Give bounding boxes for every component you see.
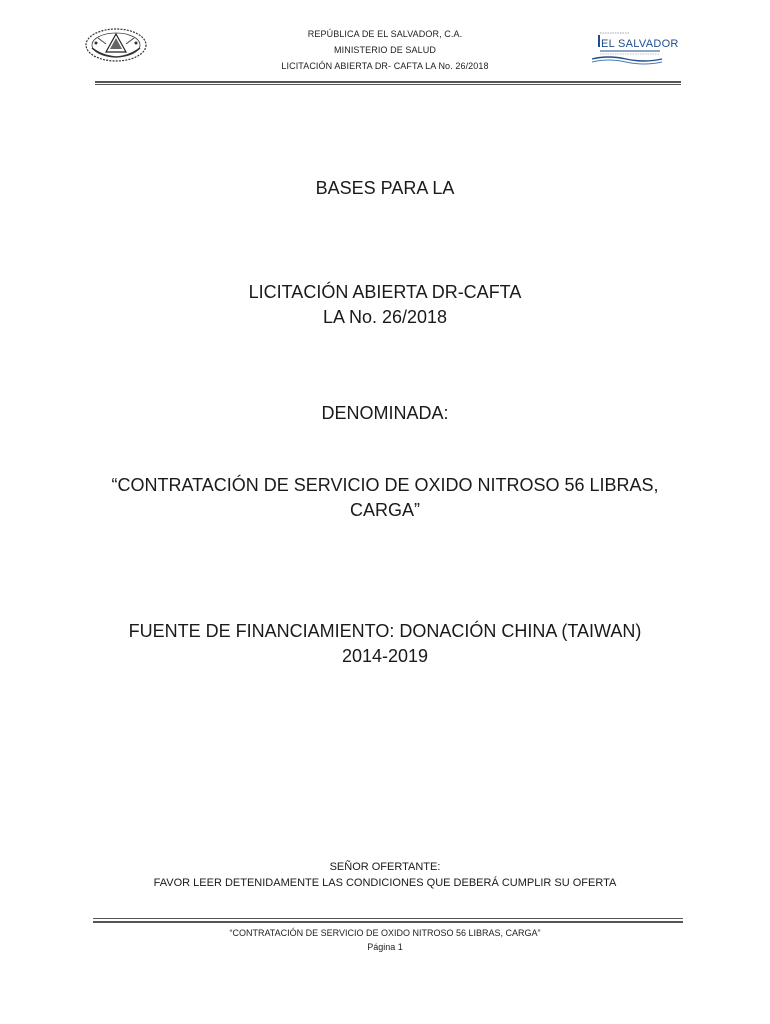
header-ministry: MINISTERIO DE SALUD: [334, 45, 436, 55]
bidder-notice-line2: FAVOR LEER DETENIDAMENTE LAS CONDICIONES QUE DEBERÁ CUMPLIR SU OFERTA: [153, 877, 617, 889]
footer-rule-thin: [93, 918, 683, 919]
bidder-notice-line1: SEÑOR OFERTANTE:: [329, 861, 441, 873]
title-fuente-line2: 2014-2019: [341, 646, 429, 666]
header-rule-thin: [95, 84, 681, 85]
title-servicio: [0, 473, 770, 523]
title-licitacion: [0, 280, 770, 330]
title-servicio-line1: “CONTRATACIÓN DE SERVICIO DE OXIDO NITROSO 56 LIBRAS,: [111, 475, 659, 495]
title-licitacion-line1: LICITACIÓN ABIERTA DR-CAFTA: [248, 282, 522, 302]
title-licitacion-line2: LA No. 26/2018: [322, 307, 448, 327]
el-salvador-logo-icon: [590, 28, 679, 66]
title-denominada: DENOMINADA:: [321, 403, 449, 423]
header-rule: [95, 81, 681, 83]
logo-right-label: EL SALVADOR: [601, 38, 679, 50]
title-servicio-line2: CARGA”: [349, 500, 420, 520]
title-fuente: [0, 619, 770, 669]
footer-page-number: Página 1: [367, 942, 403, 952]
bidder-notice: [0, 859, 770, 891]
footer-rule: [93, 921, 683, 923]
title-fuente-line1: FUENTE DE FINANCIAMIENTO: DONACIÓN CHINA (TAIWAN): [128, 621, 642, 641]
title-bases: BASES PARA LA: [315, 178, 455, 198]
header-tender-ref: LICITACIÓN ABIERTA DR- CAFTA LA No. 26/2018: [281, 61, 489, 71]
footer-title: “CONTRATACIÓN DE SERVICIO DE OXIDO NITROSO 56 LIBRAS, CARGA”: [229, 928, 541, 938]
document-footer: [0, 926, 770, 954]
header-country: REPÚBLICA DE EL SALVADOR, C.A.: [307, 29, 463, 39]
